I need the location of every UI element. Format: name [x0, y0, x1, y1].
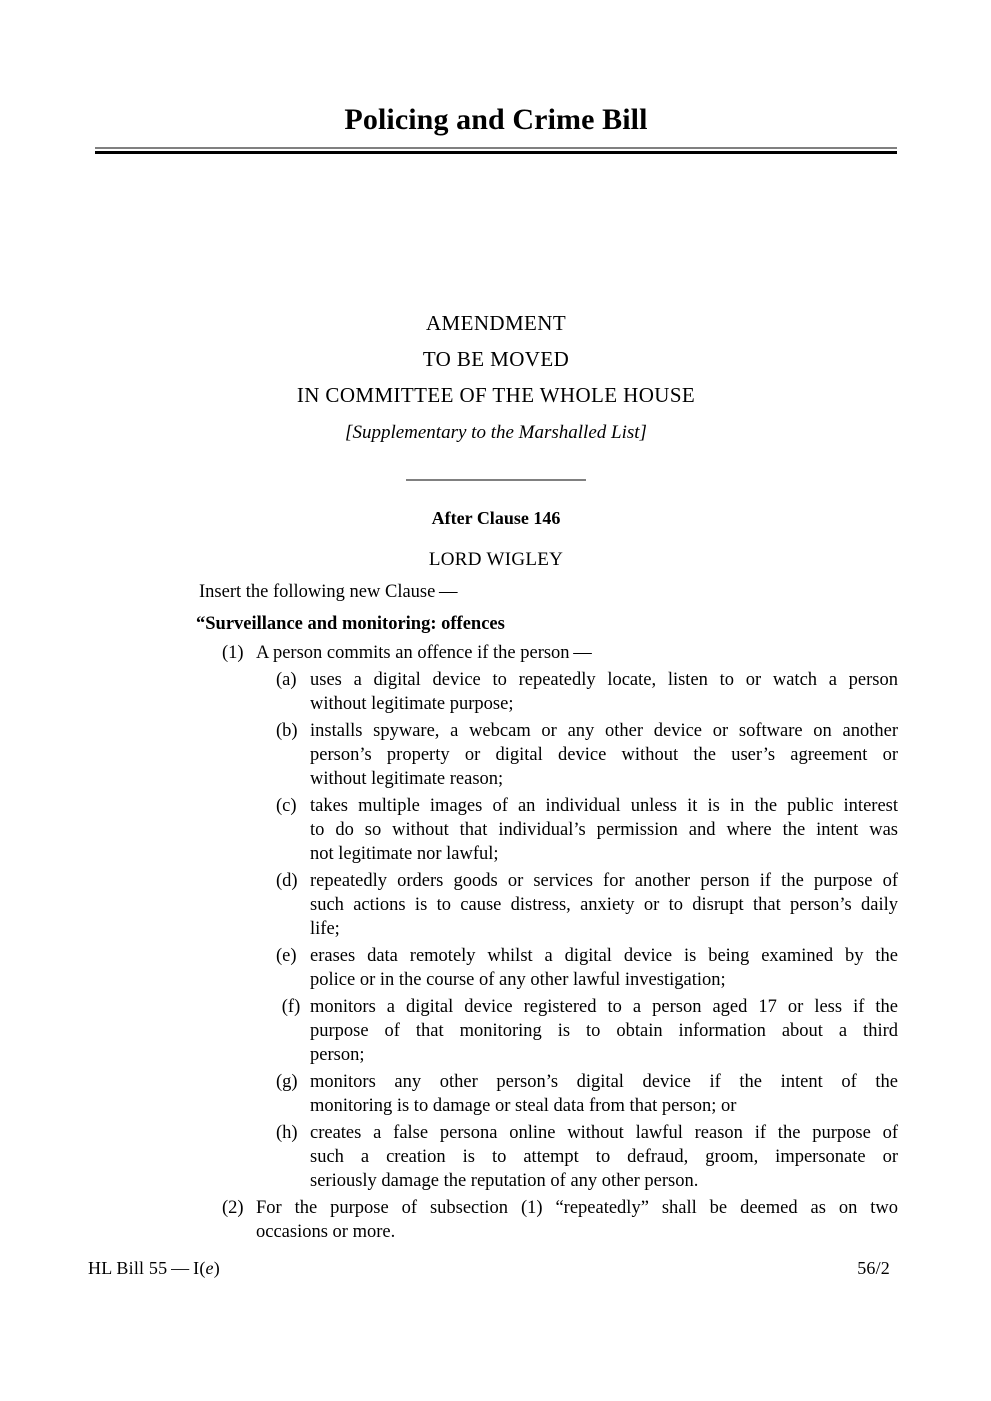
bill-id-revision: e	[205, 1258, 214, 1278]
paragraph-marker: (a)	[276, 670, 297, 690]
paragraph-marker: (h)	[276, 1123, 298, 1143]
paragraph-marker: (e)	[276, 946, 297, 966]
paragraph-b	[199, 719, 898, 791]
bill-identifier	[88, 1258, 220, 1279]
subsection-2	[199, 1196, 898, 1244]
insert-instruction: Insert the following new Clause —	[199, 582, 458, 602]
paragraph-f	[199, 995, 898, 1067]
paragraph-text: monitors any other person’s digital device if the intent of the monitoring is to damage or steal data from that person; or	[310, 1072, 898, 1116]
paragraph-e	[199, 944, 898, 992]
bill-id-suffix: )	[213, 1258, 220, 1278]
running-head	[95, 103, 897, 154]
subsection-marker: (2)	[222, 1198, 244, 1218]
paragraph-list	[199, 668, 898, 1193]
paragraph-text: takes multiple images of an individual unless it is in the public interest to do so without that individual’s permission and where the intent was not legitimate nor lawful;	[310, 796, 898, 864]
paragraph-h	[199, 1121, 898, 1193]
paragraph-marker: (f)	[281, 997, 301, 1017]
subsection-text: A person commits an offence if the person —	[256, 643, 592, 663]
paragraph-a	[199, 668, 898, 716]
paragraph-marker: (d)	[276, 871, 298, 891]
subsection-1	[199, 641, 898, 665]
amendment-heading-block	[95, 305, 897, 481]
paragraph-text: creates a false persona online without lawful reason if the purpose of such a creation is to attempt to defraud, groom, impersonate or seriously damage the reputation of any other person.	[310, 1123, 898, 1191]
paragraph-text: uses a digital device to repeatedly locate, listen to or watch a person without legitimate purpose;	[310, 670, 898, 714]
paragraph-text: erases data remotely whilst a digital device is being examined by the police or in the course of any other lawful investigation;	[310, 946, 898, 990]
heading-amendment: AMENDMENT	[425, 311, 567, 335]
page-title: Policing and Crime Bill	[344, 103, 648, 136]
subsection-marker: (1)	[222, 643, 244, 663]
page-footer	[88, 1258, 890, 1279]
paragraph-text: installs spyware, a webcam or any other device or software on another person’s property or digital device without the user’s agreement or without legitimate reason;	[310, 721, 898, 789]
bill-id-prefix: HL Bill 55 — I(	[88, 1258, 206, 1278]
amendment-body	[196, 580, 898, 1244]
paragraph-g	[199, 1070, 898, 1118]
header-double-rule	[95, 147, 897, 154]
new-clause-title: “Surveillance and monitoring: offences	[196, 614, 505, 634]
heading-in-committee: IN COMMITTEE OF THE WHOLE HOUSE	[296, 383, 696, 407]
paragraph-c	[199, 794, 898, 866]
clause-reference: After Clause 146	[431, 508, 561, 528]
paragraph-marker: (g)	[276, 1072, 298, 1092]
subsection-text: For the purpose of subsection (1) “repeatedly” shall be deemed as on two occasions or more.	[256, 1198, 898, 1242]
paragraph-text: monitors a digital device registered to a person aged 17 or less if the purpose of that monitoring is to obtain information about a third person;	[310, 997, 898, 1065]
heading-supplementary-note: [Supplementary to the Marshalled List]	[345, 422, 647, 443]
heading-to-be-moved: TO BE MOVED	[422, 347, 570, 371]
paragraph-marker: (b)	[276, 721, 298, 741]
amendment-mover: LORD WIGLEY	[428, 549, 564, 570]
section-divider-rule	[406, 479, 586, 481]
header-rule-thick	[95, 151, 897, 154]
paragraph-text: repeatedly orders goods or services for another person if the purpose of such actions is to cause distress, anxiety or to disrupt that person’s daily life;	[310, 871, 898, 939]
paragraph-d	[199, 869, 898, 941]
paragraph-marker: (c)	[276, 796, 297, 816]
page-number: 56/2	[857, 1258, 890, 1278]
